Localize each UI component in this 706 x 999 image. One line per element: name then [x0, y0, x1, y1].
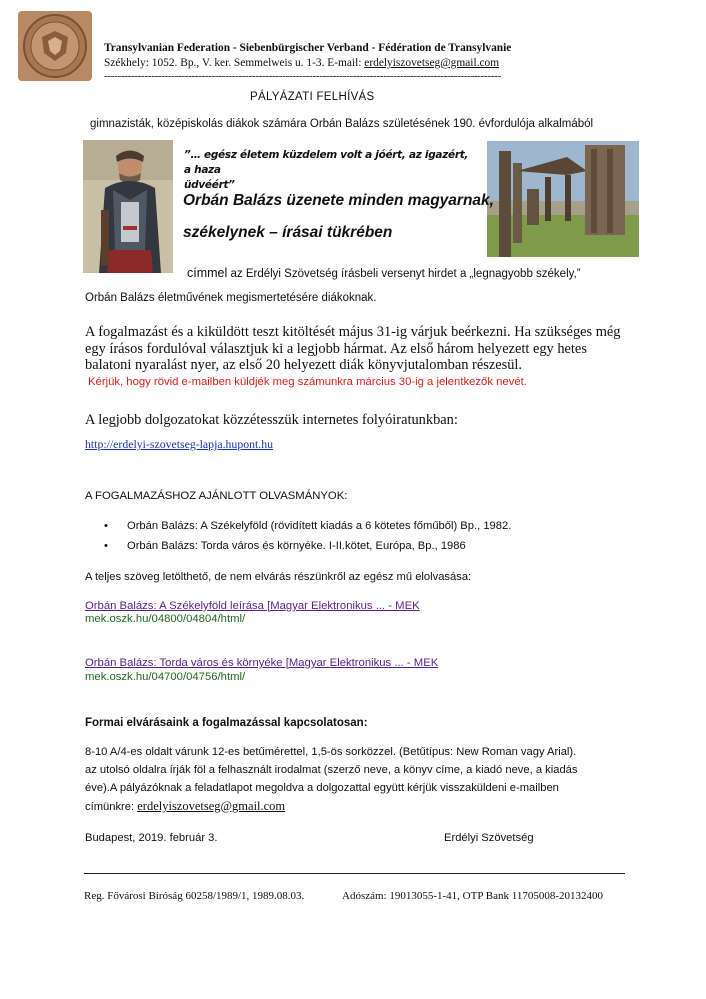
seal-emblem-icon: [20, 13, 90, 79]
federation-seal-logo: [18, 11, 92, 81]
szekely-gates-photo: [487, 141, 639, 257]
mek-link-szekelyfold[interactable]: Orbán Balázs: A Székelyföld leírása [Magyar Elektronikus ... - MEK: [85, 600, 420, 612]
contact-email-link[interactable]: erdelyiszovetseg@gmail.com: [364, 57, 500, 69]
orban-balazs-portrait: [83, 140, 173, 273]
announcement-lead-word: címmel: [187, 266, 228, 280]
quote-line-1: ”… egész életem küzdelem volt a jóért, az igazért, a haza: [184, 149, 469, 176]
registration-request-note: Kérjük, hogy rövid e-mailben küldjék meg számunkra március 30-ig a jelentkezők nevét.: [88, 376, 527, 388]
announcement-line: [187, 266, 581, 280]
reading-item-text: Orbán Balázs: A Székelyföld (rövidített kiadás a 6 kötetes főműből) Bp., 1982.: [127, 520, 512, 532]
fulltext-download-note: A teljes szöveg letölthető, de nem elvárás részünkről az egész mű elolvasása:: [85, 571, 472, 583]
list-item: [104, 520, 511, 532]
announcement-rest: az Erdélyi Szövetség írásbeli versenyt hirdet a „legnagyobb székely,”: [227, 268, 581, 280]
mek-url-szekelyfold: mek.oszk.hu/04800/04804/html/: [85, 613, 246, 625]
formal-requirements-body: [85, 743, 630, 816]
recommended-reading-heading: A FOGALMAZÁSHOZ AJÁNLOTT OLVASMÁNYOK:: [85, 490, 348, 502]
requirements-line-4: [85, 797, 630, 816]
quote-line-2: üdvéért”: [184, 179, 235, 191]
call-subtitle: gimnazisták, középiskolás diákok számára Orbán Balázs születésének 190. évfordulója alkalmából: [90, 118, 594, 130]
requirements-line-2: az utolsó oldalra írják föl a felhasznált irodalmat (szerző neve, a könyv címe, a kiadó neve, a kiadás: [85, 764, 578, 776]
list-item: [104, 540, 466, 552]
announcement-continuation: Orbán Balázs életművének megismertetésére diákoknak.: [85, 292, 377, 304]
header-divider: ----------------------------------------------------------------------------------------------------------------------: [104, 70, 501, 82]
footer-registration: Reg. Fővárosi Bíróság 60258/1989/1, 1989.08.03.: [84, 890, 305, 902]
formal-requirements-heading: Formai elvárásaink a fogalmazással kapcsolatosan:: [85, 717, 368, 729]
footer-tax-bank: Adószám: 19013055-1-41, OTP Bank 11705008-20132400: [342, 890, 604, 902]
organization-title: Transylvanian Federation - Siebenbürgischer Verband - Fédération de Transylvanie: [104, 42, 512, 54]
mek-url-torda: mek.oszk.hu/04700/04756/html/: [85, 671, 246, 683]
requirements-line-1: 8-10 A/4-es oldalt várunk 12-es betűmérettel, 1,5-ös sorközzel. (Betűtípus: New Roman vagy Arial).: [85, 746, 577, 758]
deadline-prize-paragraph: A fogalmazást és a kiküldött teszt kitöltését május 31-ig várjuk beérkezni. Ha szükséges még egy írásos fordulóval választjuk ki a legjobb hármat. Az első három helyezett egy hetes balatoni nyaralást nyer, az első 20 helyezett diák könyvjutalomban részesül.: [85, 324, 621, 373]
place-and-date: Budapest, 2019. február 3.: [85, 832, 218, 844]
footer-divider: [84, 873, 625, 874]
reading-item-text: Orbán Balázs: Torda város és környéke. I-II.kötet, Európa, Bp., 1986: [127, 540, 466, 552]
journal-url-link[interactable]: http://erdelyi-szovetseg-lapja.hupont.hu: [85, 437, 274, 451]
organization-contact: [104, 57, 499, 69]
competition-headline-line-2: székelynek – írásai tükrében: [183, 224, 393, 241]
mek-link-torda[interactable]: Orbán Balázs: Torda város és környéke [Magyar Elektronikus ... - MEK: [85, 657, 439, 669]
publication-note: A legjobb dolgozatokat közzétesszük internetes folyóiratunkban:: [85, 412, 458, 428]
bullet-icon: •: [104, 520, 108, 532]
orban-quote: [184, 148, 474, 193]
competition-headline-line-1: Orbán Balázs üzenete minden magyarnak,: [183, 192, 494, 209]
requirements-email-prefix: címünkre:: [85, 801, 138, 813]
requirements-email-link[interactable]: erdelyiszovetseg@gmail.com: [137, 799, 286, 813]
bullet-icon: •: [104, 540, 108, 552]
contact-address: Székhely: 1052. Bp., V. ker. Semmelweis u. 1-3. E-mail:: [104, 57, 365, 69]
signature: Erdélyi Szövetség: [444, 832, 534, 844]
requirements-line-3: éve).A pályázóknak a feladatlapot megoldva a dolgozattal együtt kérjük visszaküldeni e-mailben: [85, 782, 559, 794]
call-title: PÁLYÁZATI FELHÍVÁS: [250, 91, 375, 103]
